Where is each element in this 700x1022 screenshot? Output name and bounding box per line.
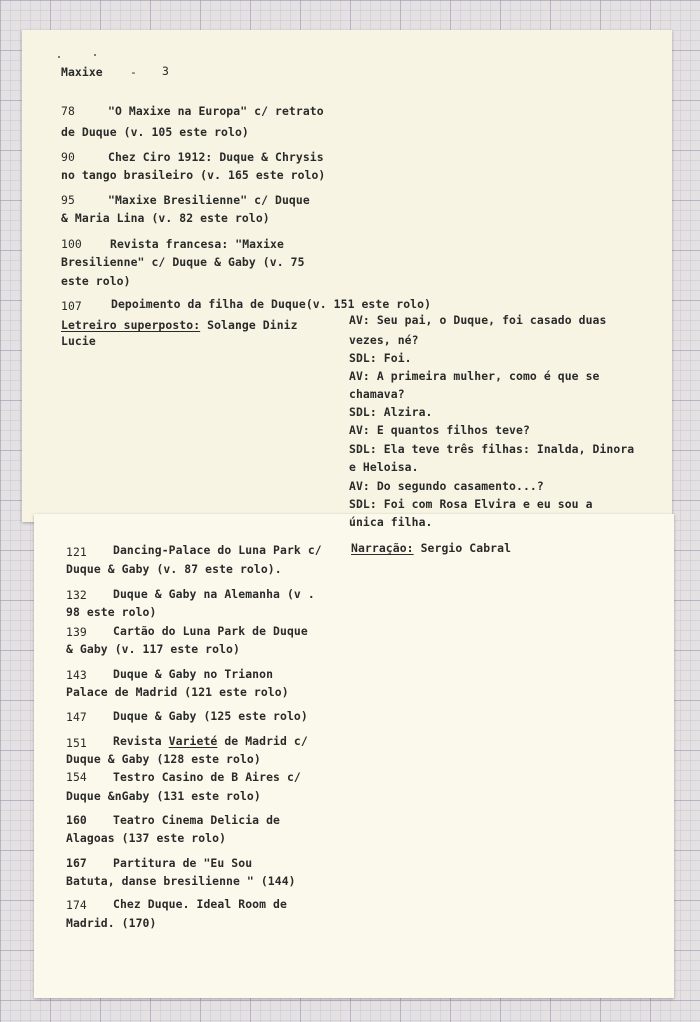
page-number: 3	[162, 64, 169, 78]
dialogue-line: AV: E quantos filhos teve?	[349, 423, 530, 437]
narracao-line	[351, 541, 511, 555]
dialogue-line: e Heloisa.	[349, 460, 419, 474]
entry-line: & Gaby (v. 117 este rolo)	[66, 642, 240, 656]
entry-line: de Duque (v. 105 este rolo)	[61, 125, 249, 139]
entry-line: 98 este rolo)	[66, 605, 157, 619]
entry-line: Madrid. (170)	[66, 916, 157, 930]
page-title: Maxixe	[61, 65, 103, 79]
entry-number: 107	[61, 299, 82, 313]
narracao-label: Narração:	[351, 541, 414, 555]
letreiro-line	[61, 318, 298, 332]
dialogue-line: SDL: Ela teve três filhas: Inalda, Dinora	[349, 442, 635, 456]
entry-line: Duque &nGaby (131 este rolo)	[66, 789, 261, 803]
ink-dot	[58, 56, 60, 58]
entry-number: 132	[66, 588, 87, 602]
entry-number: 154	[66, 770, 87, 784]
entry-line: & Maria Lina (v. 82 este rolo)	[61, 211, 270, 225]
entry-line: no tango brasileiro (v. 165 este rolo)	[61, 168, 326, 182]
entry-number: 167	[66, 856, 87, 870]
entry-line: Duque & Gaby (128 este rolo)	[66, 752, 261, 766]
header-dash: -	[130, 65, 137, 79]
entry-number: 78	[61, 104, 75, 118]
entry-line: Duque & Gaby na Alemanha (v .	[113, 587, 315, 601]
dialogue-line: única filha.	[349, 515, 433, 529]
letreiro-label: Letreiro superposto:	[61, 318, 201, 332]
entry-line: Duque & Gaby (v. 87 este rolo).	[66, 562, 282, 576]
entry-line: Cartão do Luna Park de Duque	[113, 624, 308, 638]
entry-line: Dancing-Palace do Luna Park c/	[113, 543, 322, 557]
entry-number: 100	[61, 237, 82, 251]
entry-line: Chez Duque. Ideal Room de	[113, 897, 287, 911]
entry-number: 151	[66, 736, 87, 750]
entry-line: Revista francesa: "Maxixe	[110, 237, 284, 251]
entry-line: este rolo)	[61, 274, 131, 288]
letreiro-name: Solange Diniz	[200, 318, 298, 332]
dialogue-line: AV: Do segundo casamento...?	[349, 479, 544, 493]
entry-number: 174	[66, 898, 87, 912]
entry-line: Partitura de "Eu Sou	[113, 856, 253, 870]
entry-line: Palace de Madrid (121 este rolo)	[66, 685, 289, 699]
entry-number: 95	[61, 193, 75, 207]
entry-line: Depoimento da filha de Duque(v. 151 este rolo)	[111, 297, 432, 311]
dialogue-line: chamava?	[349, 387, 405, 401]
ink-dot	[94, 54, 96, 56]
letreiro-name-line2: Lucie	[61, 334, 96, 348]
entry-line: Batuta, danse bresilienne " (144)	[66, 874, 296, 888]
entry-number: 160	[66, 813, 87, 827]
dialogue-line: SDL: Alzira.	[349, 405, 433, 419]
entry-line: Alagoas (137 este rolo)	[66, 831, 227, 845]
entry-line: Testro Casino de B Aires c/	[113, 770, 301, 784]
entry-number: 143	[66, 668, 87, 682]
dialogue-line: AV: Seu pai, o Duque, foi casado duas	[349, 313, 607, 327]
narracao-name: Sergio Cabral	[413, 541, 512, 555]
entry-line: Revista Varieté de Madrid c/	[113, 734, 308, 748]
entry-line: "O Maxixe na Europa" c/ retrato	[108, 104, 324, 118]
entry-number: 147	[66, 710, 87, 724]
entry-line: "Maxixe Bresilienne" c/ Duque	[108, 193, 310, 207]
entry-line: Bresilienne" c/ Duque & Gaby (v. 75	[61, 255, 305, 269]
dialogue-line: SDL: Foi.	[349, 351, 412, 365]
dialogue-line: vezes, né?	[349, 333, 419, 347]
dialogue-line: SDL: Foi com Rosa Elvira e eu sou a	[349, 497, 593, 511]
entry-number: 90	[61, 150, 75, 164]
entry-line: Chez Ciro 1912: Duque & Chrysis	[108, 150, 324, 164]
entry-line: Teatro Cinema Delicia de	[113, 813, 280, 827]
entry-number: 139	[66, 625, 87, 639]
dialogue-line: AV: A primeira mulher, como é que se	[349, 369, 600, 383]
entry-line: Duque & Gaby (125 este rolo)	[113, 709, 308, 723]
underlined-word: Varieté	[168, 734, 218, 748]
entry-number: 121	[66, 545, 87, 559]
entry-line: Duque & Gaby no Trianon	[113, 667, 274, 681]
